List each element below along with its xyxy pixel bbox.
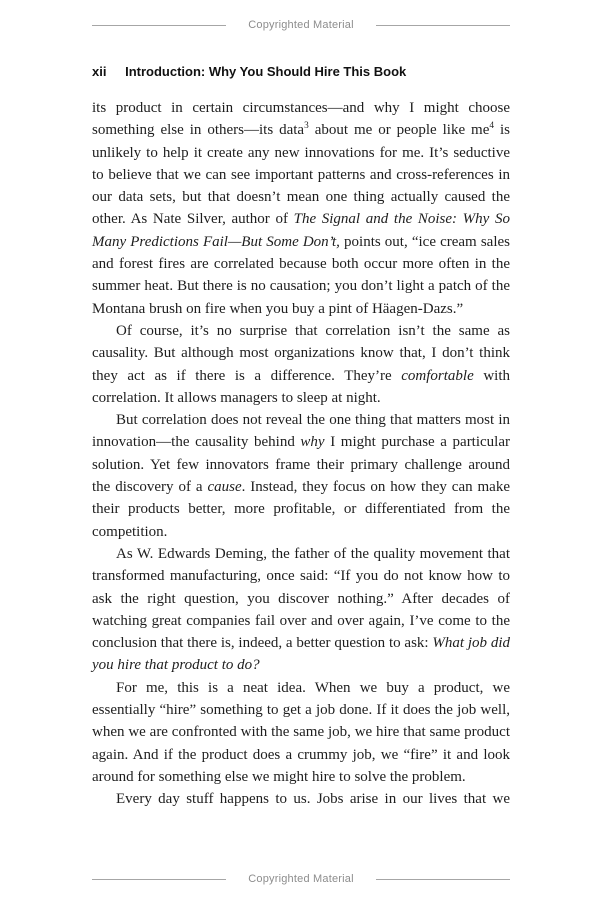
copyright-text-top: Copyrighted Material [248, 19, 354, 31]
paragraph: Of course, it’s no surprise that correlation isn’t the same as causality. But although most organizations know that, I don’t think they act as if there is a difference. They’re comfortable with correlation. It allows managers to sleep at night. [92, 322, 510, 406]
paragraph: But correlation does not reveal the one thing that matters most in innovation—the causality behind why I might purchase a particular solution. Yet few innovators frame their primary challenge around the discovery of a cause. Instead, they focus on how they can make their products better, more profitable, or differentiated from the competition. [92, 412, 510, 540]
body-text [92, 97, 510, 811]
chapter-title: Introduction: Why You Should Hire This Book [125, 64, 407, 79]
decorative-line-right-bottom [376, 879, 510, 880]
decorative-line-left-top [92, 25, 226, 26]
paragraph: As W. Edwards Deming, the father of the quality movement that transformed manufacturing, once said: “If you do not know how to ask the right question, you discover nothing.” After decades of watching great companies fail over and over again, I’ve come to the conclusion that there is, indeed, a better question to ask: What job did you hire that product to do? [92, 545, 511, 674]
decorative-line-right-top [376, 25, 510, 26]
decorative-line-left-bottom [92, 879, 226, 880]
copyright-text-bottom: Copyrighted Material [248, 873, 354, 885]
copyright-notice-bottom [92, 873, 510, 885]
paragraph: Every day stuff happens to us. Jobs arise in our lives that we [116, 791, 510, 808]
paragraph: its product in certain circumstances—and why I might choose something else in others—its data$^3$ about me or people like $me^4$ is unlikely to help it create any new innovations for me. It’s seductive to believe that we can see important patterns and cross-references in our data sets, but that doesn’t mean one thing actually caused the other. As Nate Silver, author of The Signal and the Noise: Why So Many Predictions Fail—But Some Don’t, points out, “ice cream sales and forest fires are correlated because both occur more often in the summer heat. But there is no causation; you don’t light a patch of the Montana brush on fire when you buy a pint of Häagen-Dazs.” [92, 100, 510, 317]
running-header [92, 64, 510, 79]
paragraph: For me, this is a neat idea. When we buy a product, we essentially “hire” something to get a job done. If it does the job well, when we are confronted with the same job, we hire that same product again. And if the product does a crummy job, we “fire” it and look around for something else we might hire to solve the problem. [92, 679, 510, 785]
page-number: xii [92, 64, 107, 79]
copyright-notice-top [92, 19, 510, 31]
